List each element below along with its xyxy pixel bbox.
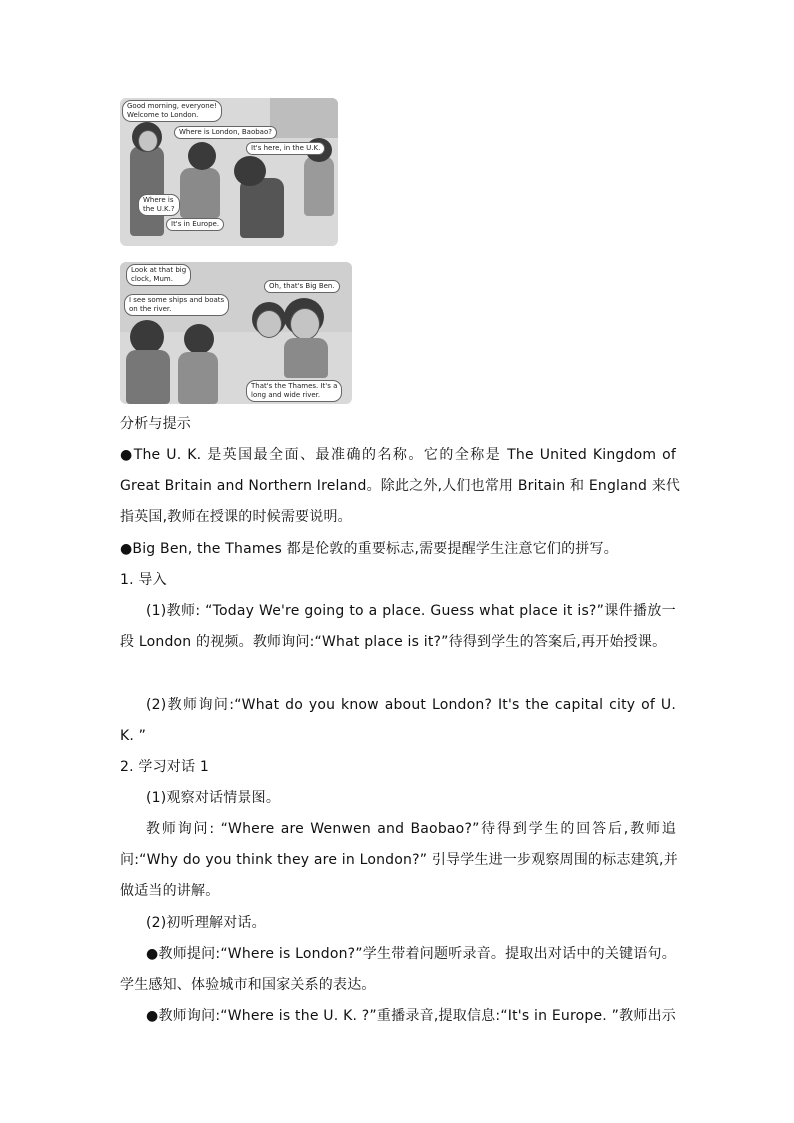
- paragraph-line: Great Britain and Northern Ireland。除此之外,人们也常用 Britain 和 England 来代: [120, 478, 681, 494]
- paragraph-line: ●教师提问:“Where is London?”学生带着问题听录音。提取出对话中的关键语句。: [146, 946, 677, 962]
- speech-bubble: I see some ships and boats on the river.: [124, 294, 229, 316]
- child-hair: [188, 142, 216, 170]
- paragraph-line: K. ”: [120, 728, 147, 744]
- paragraph-line: 指英国,教师在授课的时候需要说明。: [120, 509, 352, 525]
- paragraph-line: 做适当的讲解。: [120, 883, 220, 899]
- mother-face: [138, 130, 158, 152]
- mum-figure: [126, 350, 170, 404]
- paragraph-line: ●教师询问:“Where is the U. K. ?”重播录音,提取信息:“It's in Europe. ”教师出示: [146, 1008, 676, 1024]
- child-figure: [180, 168, 220, 218]
- speech-bubble: Look at that big clock, Mum.: [126, 264, 191, 286]
- speech-bubble: It's in Europe.: [166, 218, 224, 231]
- speech-bubble: It's here, in the U.K.: [246, 142, 325, 155]
- paragraph-line: 段 London 的视频。教师询问:“What place is it?”待得到学生的答案后,再开始授课。: [120, 634, 667, 650]
- speech-bubble: Where is London, Baobao?: [174, 126, 277, 139]
- mother-figure: [130, 146, 164, 236]
- boy-figure: [304, 156, 334, 216]
- illustration-london-dialogue-2: [120, 262, 352, 404]
- paragraph-line: (2)教师询问:“What do you know about London? It's the capital city of U.: [146, 697, 676, 713]
- baobao-face: [290, 308, 320, 340]
- wenwen-face: [256, 310, 282, 338]
- paragraph-line: (1)教师: “Today We're going to a place. Guess what place it is?”课件播放一: [146, 603, 676, 619]
- speech-bubble: Where is the U.K.?: [138, 194, 180, 216]
- paragraph-line: ●Big Ben, the Thames 都是伦敦的重要标志,需要提醒学生注意它们的拼写。: [120, 541, 618, 557]
- paragraph-line: 教师询问: “Where are Wenwen and Baobao?”待得到学生的回答后,教师追: [146, 821, 676, 837]
- child-head: [184, 324, 214, 354]
- baobao-figure: [284, 338, 328, 378]
- paragraph-line: ●The U. K. 是英国最全面、最准确的名称。它的全称是 The United Kingdom of: [120, 447, 676, 463]
- speech-bubble: Good morning, everyone! Welcome to London.: [122, 100, 222, 122]
- paragraph-line: 学生感知、体验城市和国家关系的表达。: [120, 977, 376, 993]
- child-figure: [178, 352, 218, 404]
- mum-head: [130, 320, 164, 354]
- paragraph-line: (1)观察对话情景图。: [146, 790, 281, 806]
- speech-bubble: Oh, that's Big Ben.: [264, 280, 340, 293]
- section-heading: 1. 导入: [120, 572, 167, 588]
- girl-hair: [234, 156, 266, 186]
- paragraph-line: 问:“Why do you think they are in London?” 引导学生进一步观察周围的标志建筑,并: [120, 852, 678, 868]
- speech-bubble: That's the Thames. It's a long and wide river.: [246, 380, 342, 402]
- girl-figure: [240, 178, 284, 238]
- paragraph-line: (2)初听理解对话。: [146, 915, 266, 931]
- illustration-london-dialogue-1: [120, 98, 338, 246]
- section-heading: 分析与提示: [120, 416, 191, 432]
- section-heading: 2. 学习对话 1: [120, 759, 209, 775]
- tower-bridge-background: [270, 98, 338, 138]
